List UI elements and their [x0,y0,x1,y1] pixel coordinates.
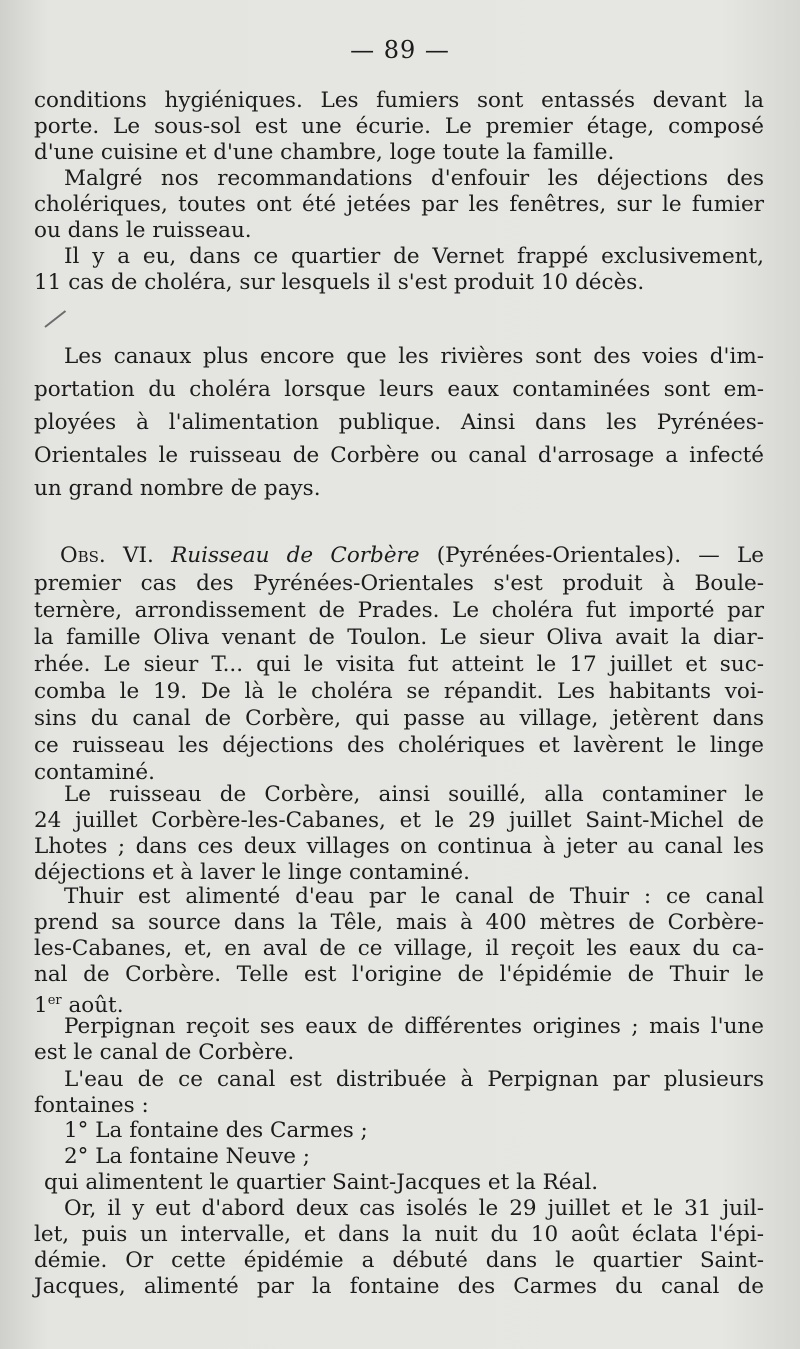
text-line: les-Cabanes, et, en aval de ce village, il reçoit les eaux du ca- [34,936,764,961]
page-number: — 89 — [350,36,450,64]
paragraph-6 [34,782,764,886]
text-line: la famille Oliva venant de Toulon. Le sieur Oliva avait la diar- [34,625,764,650]
text-line: let, puis un intervalle, et dans la nuit du 10 août éclata l'épi- [34,1222,764,1247]
text-line: Il y a eu, dans ce quartier de Vernet frappé exclusivement, [64,244,764,269]
text-line: d'une cuisine et d'une chambre, loge toute la famille. [34,140,615,165]
obs-rest: (Pyrénées-Orientales). — Le [419,543,764,568]
text-line: est le canal de Corbère. [34,1040,295,1065]
text-line: Orientales le ruisseau de Corbère ou canal d'arrosage a infecté [34,443,764,468]
text-line [60,542,764,570]
text-line: ployées à l'alimentation publique. Ainsi dans les Pyrénées- [34,410,764,435]
text-line: Le ruisseau de Corbère, ainsi souillé, alla contaminer le [64,782,764,807]
text-line: prend sa source dans la Têle, mais à 400 mètres de Corbère- [34,910,764,935]
fountain-list [34,1118,764,1196]
text-line: Or, il y eut d'abord deux cas isolés le 29 juillet et le 31 juil- [64,1196,764,1221]
observation-heading [60,542,764,570]
date-ordinal: er [47,993,62,1008]
paragraph-7 [34,884,764,1019]
text-line: nal de Corbère. Telle est l'origine de l'épidémie de Thuir le [34,962,764,987]
paragraph-8 [34,1014,764,1066]
text-line: sins du canal de Corbère, qui passe au village, jetèrent dans [34,706,764,731]
text-line: Thuir est alimenté d'eau par le canal de Thuir : ce canal [64,884,764,909]
text-line: 11 cas de choléra, sur lesquels il s'est produit 10 décès. [34,270,645,295]
text-line: déjections et à laver le linge contaminé. [34,860,470,885]
text-line: Perpignan reçoit ses eaux de différentes origines ; mais l'une [64,1014,764,1039]
text-line [34,988,764,1019]
paragraph-3 [34,244,764,296]
pencil-mark [44,310,66,328]
paragraph-5 [34,570,764,786]
paragraph-9 [34,1067,764,1119]
text-line: ternère, arrondissement de Prades. Le choléra fut importé par [34,598,764,623]
date-number: 1 [34,993,48,1019]
text-line: fontaines : [34,1093,149,1118]
text-line: Les canaux plus encore que les rivières sont des voies d'im- [64,344,764,369]
text-line: ou dans le ruisseau. [34,218,252,243]
text-line: Jacques, alimenté par la fontaine des Carmes du canal de [34,1274,764,1299]
text-line: portation du choléra lorsque leurs eaux contaminées sont em- [34,377,764,402]
paragraph-11 [34,1196,764,1300]
text-line: démie. Or cette épidémie a débuté dans le quartier Saint- [34,1248,764,1273]
text-line: un grand nombre de pays. [34,476,321,501]
date-rest: août. [61,993,124,1019]
list-item: 1° La fontaine des Carmes ; [64,1118,368,1143]
text-line: premier cas des Pyrénées-Orientales s'est produit à Boule- [34,571,764,596]
paragraph-1 [34,88,764,166]
obs-title: Ruisseau de Corbère [171,543,420,568]
list-item: 2° La fontaine Neuve ; [64,1144,311,1169]
text-line: contaminé. [34,760,155,785]
text-line: porte. Le sous-sol est une écurie. Le premier étage, composé [34,114,764,139]
paragraph-2 [34,166,764,244]
obs-label: Obs. VI. [60,543,154,568]
text-line: rhée. Le sieur T... qui le visita fut atteint le 17 juillet et suc- [34,652,764,677]
text-line: Lhotes ; dans ces deux villages on continua à jeter au canal les [34,834,764,859]
text-line: ce ruisseau les déjections des cholériques et lavèrent le linge [34,733,764,758]
text-line: L'eau de ce canal est distribuée à Perpignan par plusieurs [64,1067,764,1092]
text-line: cholériques, toutes ont été jetées par les fenêtres, sur le fumier [34,192,764,217]
text-line: conditions hygiéniques. Les fumiers sont entassés devant la [34,88,764,113]
text-line: comba le 19. De là le choléra se répandit. Les habitants voi- [34,679,764,704]
paragraph-4 [34,340,764,505]
text-line: qui alimentent le quartier Saint-Jacques et la Réal. [44,1170,599,1195]
text-line: Malgré nos recommandations d'enfouir les déjections des [64,166,764,191]
text-line: 24 juillet Corbère-les-Cabanes, et le 29 juillet Saint-Michel de [34,808,764,833]
